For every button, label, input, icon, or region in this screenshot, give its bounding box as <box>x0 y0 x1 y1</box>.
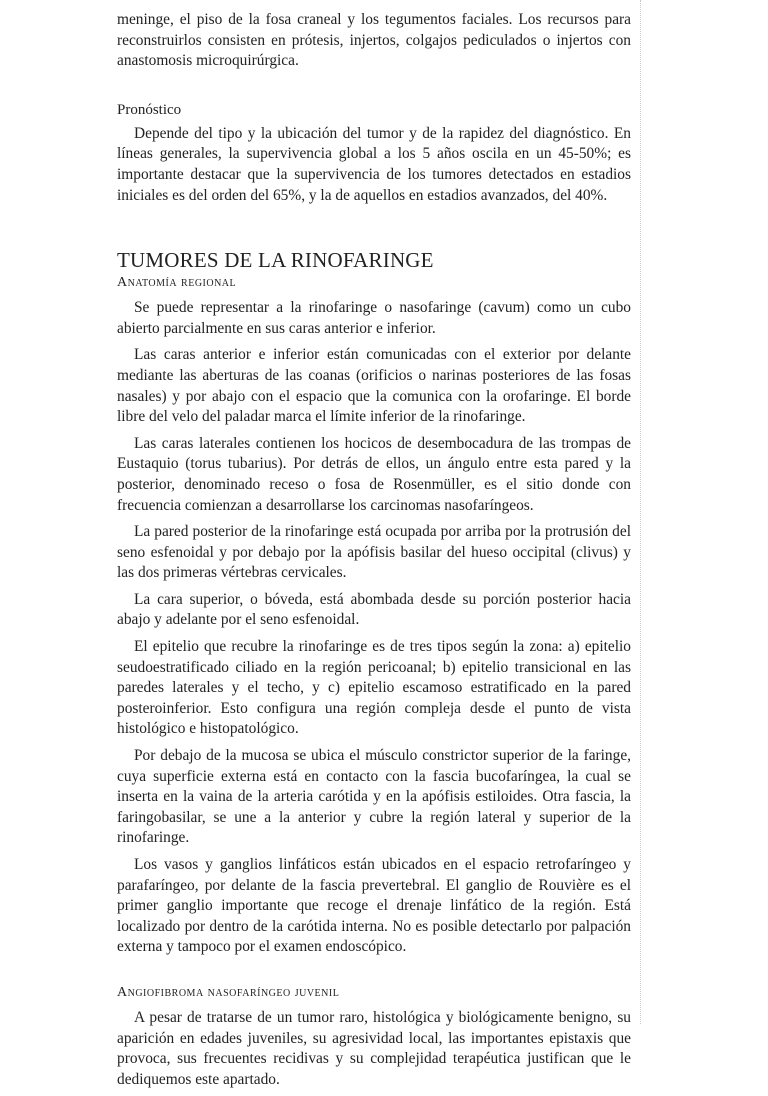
body-paragraph: Las caras laterales contienen los hocicos de desembocadura de las trompas de Eustaquio (torus tubarius). Por detrás de ellos, un ángulo entre esta pared y la posterior, denominado receso o fosa de Rosenmüller, es el sitio donde con frecuencia comienzan a desarrollarse los carcinomas nasofaríngeos. <box>117 434 631 514</box>
intro-paragraph: meninge, el piso de la fosa craneal y los tegumentos faciales. Los recursos para reconstruirlos consisten en prótesis, injertos, colgajos pediculados o injertos con anastomosis microquirúrgica. <box>117 11 631 70</box>
section-title: TUMORES DE LA RINOFARINGE <box>117 248 434 273</box>
pronostico-paragraph: Depende del tipo y la ubicación del tumor y de la rapidez del diagnóstico. En líneas generales, la supervivencia global a los 5 años oscila en un 45-50%; es importante destacar que la supervivencia de los tumores detectados en estadios iniciales es del orden del 65%, y la de aquellos en estadios avanzados, del 40%. <box>117 124 631 204</box>
angiofibroma-heading: Angiofibroma nasofaríngeo juvenil <box>117 984 340 1000</box>
pronostico-heading: Pronóstico <box>117 101 182 118</box>
body-paragraph: La cara superior, o bóveda, está abombada desde su porción posterior hacia abajo y adelante por el seno esfenoidal. <box>117 590 631 629</box>
section-subtitle: Anatomía regional <box>117 275 237 291</box>
angiofibroma-paragraph: A pesar de tratarse de un tumor raro, histológica y biológicamente benigno, su aparición en edades juveniles, su agresividad local, las importantes epistaxis que provoca, sus frecuentes recidivas y su complejidad terapéutica justifican que le dediquemos este apartado. <box>117 1008 631 1088</box>
body-paragraph: Los vasos y ganglios linfáticos están ubicados en el espacio retrofaríngeo y parafaríngeo, por delante de la fascia prevertebral. El ganglio de Rouvière es el primer ganglio importante que recoge el drenaje linfático de la región. Está localizado por dentro de la carótida interna. No es posible detectarlo por palpación externa y tampoco por el examen endoscópico. <box>117 856 631 956</box>
body-paragraph: Las caras anterior e inferior están comunicadas con el exterior por delante mediante las aberturas de las coanas (orificios o narinas posteriores de las fosas nasales) y por abajo con el espacio que la comunica con la orofaringe. El borde libre del velo del paladar marca el límite inferior de la rinofaringe. <box>117 346 631 426</box>
body-paragraph: La pared posterior de la rinofaringe está ocupada por arriba por la protrusión del seno esfenoidal y por debajo por la apófisis basilar del hueso occipital (clivus) y las dos primeras vértebras cervicales. <box>117 523 631 582</box>
document-page <box>117 10 631 1096</box>
body-paragraph: El epitelio que recubre la rinofaringe es de tres tipos según la zona: a) epitelio seudoestratificado ciliado en la región pericoanal; b) epitelio transicional en las paredes laterales y el techo, y c) epitelio escamoso estratificado en la pared posteroinferior. Esto configura una región compleja desde el punto de vista histológico e histopatológico. <box>117 638 631 738</box>
body-paragraph: Se puede representar a la rinofaringe o nasofaringe (cavum) como un cubo abierto parcialmente en sus caras anterior e inferior. <box>117 299 631 337</box>
page-edge-line <box>640 0 642 1024</box>
body-paragraph: Por debajo de la mucosa se ubica el músculo constrictor superior de la faringe, cuya superficie externa está en contacto con la fascia bucofaríngea, la cual se inserta en la vaina de la arteria carótida y en la apófisis estiloides. Otra fascia, la faringobasilar, se une a la anterior y cubre la región lateral y superior de la rinofaringe. <box>117 747 631 847</box>
